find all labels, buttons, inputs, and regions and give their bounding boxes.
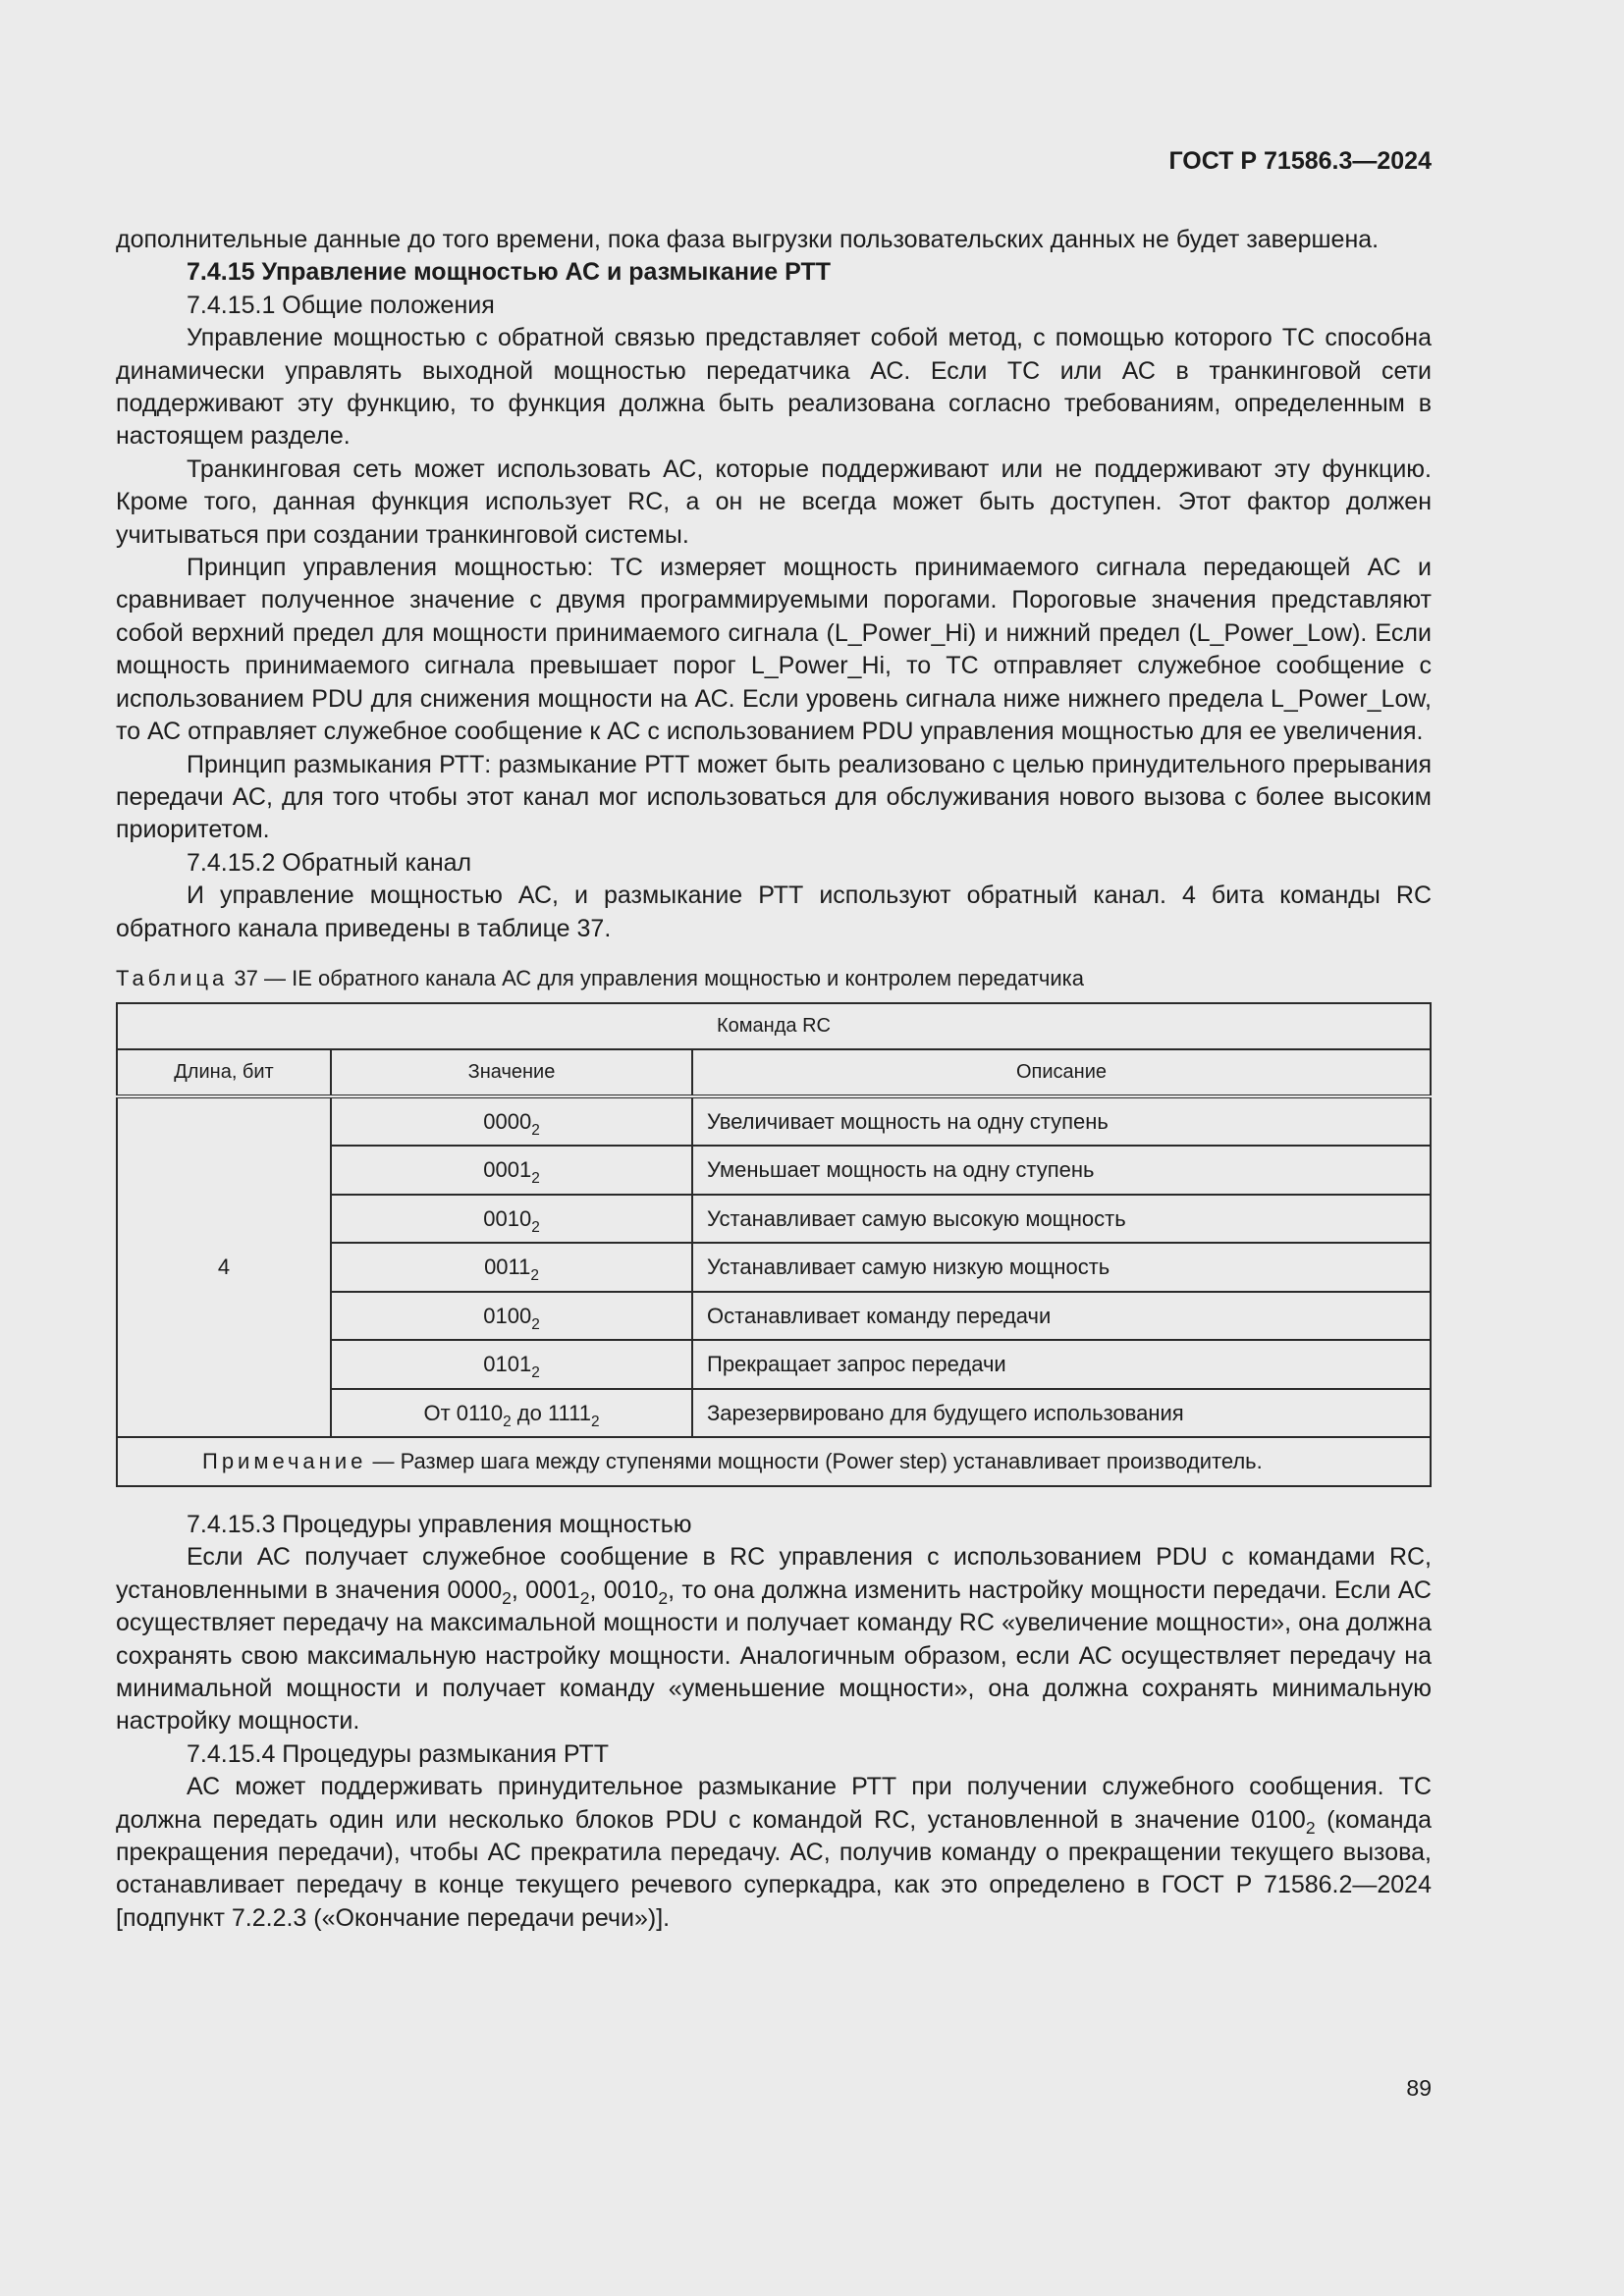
value-text: 0100: [483, 1303, 532, 1328]
section-heading-7-4-15-2: 7.4.15.2 Обратный канал: [187, 848, 472, 877]
code-value: 0000: [447, 1575, 503, 1604]
paragraph-7-part-a: АС может поддерживать принудительное размыкание РТТ при получении служебного сообщения. ТС должна передать один или несколько блоков PDU с командой RC, установленной в значение: [116, 1773, 1432, 1834]
description-cell: Зарезервировано для будущего использования: [692, 1389, 1431, 1438]
section-heading-7-4-15-4: 7.4.15.4 Процедуры размыкания РТТ: [187, 1739, 609, 1768]
paragraph-3: Принцип управления мощностью: ТС измеряет мощность принимаемого сигнала передающей АС и сравнивает полученное значение с двумя программируемыми порогами. Пороговые значения представляют собой верхний предел для мощности принимаемого сигнала (L_Power_Hi) и нижний предел (L_Power_Low). Если мощность принимаемого сигнала превышает порог L_Power_Hi, то ТС отправляет служебное сообщение с использованием PDU для снижения мощности на АС. Если уровень сигнала ниже нижнего предела L_Power_Low, то АС отправляет служебное сообщение к АС с использованием PDU управления мощностью для ее увеличения.: [116, 554, 1432, 746]
code-value: 0010: [603, 1575, 659, 1604]
table-caption-text: 37 — IE обратного канала АС для управления мощностью и контролем передатчика: [234, 965, 1084, 990]
value-range-cell: [331, 1389, 692, 1438]
paragraph-6: [116, 1541, 1432, 1737]
code-subscript: 2: [579, 1587, 590, 1608]
document-header: ГОСТ Р 71586.3—2024: [1168, 147, 1432, 175]
code-subscript: 2: [658, 1587, 669, 1608]
value-text: 0011: [484, 1255, 531, 1280]
document-body: [116, 224, 1432, 1935]
section-heading-7-4-15-3: 7.4.15.3 Процедуры управления мощностью: [187, 1510, 692, 1538]
separator: ,: [511, 1575, 526, 1604]
paragraph-4: Принцип размыкания РТТ: размыкание РТТ может быть реализовано с целью принудительного прерывания передачи АС, для того чтобы этот канал мог использоваться для обслуживания нового вызова с более высоким приоритетом.: [116, 750, 1432, 844]
table-caption: [116, 965, 1432, 992]
range-to-value: 1111: [547, 1400, 591, 1425]
description-cell: Останавливает команду передачи: [692, 1292, 1431, 1341]
paragraph-6-part-b: , то она должна изменить настройку мощности передачи. Если АС осуществляет передачу на максимальной мощности и получает команду RC «увеличение мощности», она должна сохранять свою максимальную настройку мощности. Аналогичным образом, если АС осуществляет передачу на минимальной мощности и получает команду «уменьшение мощности», она должна сохранять минимальную настройку мощности.: [116, 1575, 1432, 1735]
table-group-header: Команда RC: [117, 1003, 1431, 1049]
value-text: 0000: [483, 1108, 532, 1134]
value-subscript: 2: [531, 1170, 540, 1188]
description-cell: Увеличивает мощность на одну ступень: [692, 1096, 1431, 1147]
note-word: Примечание: [202, 1449, 367, 1474]
paragraph-5: И управление мощностью АС, и размыкание РТТ используют обратный канал. 4 бита команды RC обратного канала приведены в таблице 37.: [116, 881, 1432, 942]
range-from-value: 0110: [456, 1400, 504, 1425]
code-value: 0001: [525, 1575, 580, 1604]
value-subscript: 2: [531, 1218, 540, 1236]
value-subscript: 2: [531, 1315, 540, 1333]
table-group-header-row: [117, 1003, 1431, 1049]
code-value: 0100: [1251, 1805, 1306, 1834]
value-text: 0001: [483, 1157, 532, 1183]
section-heading-7-4-15-1: 7.4.15.1 Общие положения: [187, 291, 495, 319]
table-header-row: [117, 1049, 1431, 1096]
description-cell: Уменьшает мощность на одну ступень: [692, 1146, 1431, 1195]
paragraph-6-part-a: Если АС получает служебное сообщение в RC управления с использованием PDU с командами RC, установленными в значения: [116, 1543, 1432, 1604]
value-cell: [331, 1340, 692, 1389]
value-text: 0010: [483, 1205, 532, 1231]
table-row: [117, 1096, 1431, 1147]
table-note-row: [117, 1437, 1431, 1486]
paragraph-7: [116, 1771, 1432, 1935]
range-from-word: От: [423, 1400, 457, 1425]
range-from-subscript: 2: [503, 1413, 512, 1430]
table-note: [117, 1437, 1431, 1486]
paragraph-1: Управление мощностью с обратной связью представляет собой метод, с помощью которого ТС способна динамически управлять выходной мощностью передатчика АС. Если ТС или АС в транкинговой сети поддерживают эту функцию, то функция должна быть реализована согласно требованиям, определенным в настоящем разделе.: [116, 324, 1432, 451]
value-cell: [331, 1292, 692, 1341]
value-cell: [331, 1195, 692, 1244]
value-subscript: 2: [531, 1121, 540, 1139]
paragraph-continued: дополнительные данные до того времени, пока фаза выгрузки пользовательских данных не будет завершена.: [116, 226, 1380, 253]
value-cell: [331, 1243, 692, 1292]
column-header-length: Длина, бит: [117, 1049, 331, 1096]
value-text: 0101: [483, 1352, 532, 1377]
paragraph-2: Транкинговая сеть может использовать АС, которые поддерживают или не поддерживают эту функцию. Кроме того, данная функция использует RC, а он не всегда может быть доступен. Этот фактор должен учитываться при создании транкинговой системы.: [116, 454, 1432, 549]
note-text: — Размер шага между ступенями мощности (Power step) устанавливает производитель.: [366, 1449, 1263, 1474]
range-to-word: до: [511, 1400, 548, 1425]
value-cell: [331, 1096, 692, 1147]
rc-command-table: [116, 1002, 1432, 1487]
description-cell: Прекращает запрос передачи: [692, 1340, 1431, 1389]
section-heading-7-4-15: 7.4.15 Управление мощностью АС и размыкание РТТ: [187, 258, 832, 287]
description-cell: Устанавливает самую низкую мощность: [692, 1243, 1431, 1292]
description-cell: Устанавливает самую высокую мощность: [692, 1195, 1431, 1244]
column-header-description: Описание: [692, 1049, 1431, 1096]
range-to-subscript: 2: [590, 1413, 600, 1430]
page-number: 89: [1406, 2075, 1432, 2101]
table-caption-word: Таблица: [116, 965, 229, 990]
code-subscript: 2: [1305, 1817, 1316, 1838]
value-subscript: 2: [530, 1267, 539, 1285]
value-cell: [331, 1146, 692, 1195]
column-header-value: Значение: [331, 1049, 692, 1096]
paragraph-7-part-b: (команда прекращения передачи), чтобы АС прекратила передачу. АС, получив команду о прекращении текущего вызова, останавливает передачу в конце текущего речевого суперкадра, как это определено в ГОСТ Р 71586.2—2024 [подпункт 7.2.2.3 («Окончание передачи речи»)].: [116, 1805, 1432, 1932]
separator: ,: [589, 1575, 604, 1604]
length-cell: 4: [117, 1096, 331, 1438]
value-subscript: 2: [531, 1364, 540, 1382]
code-subscript: 2: [502, 1587, 512, 1608]
